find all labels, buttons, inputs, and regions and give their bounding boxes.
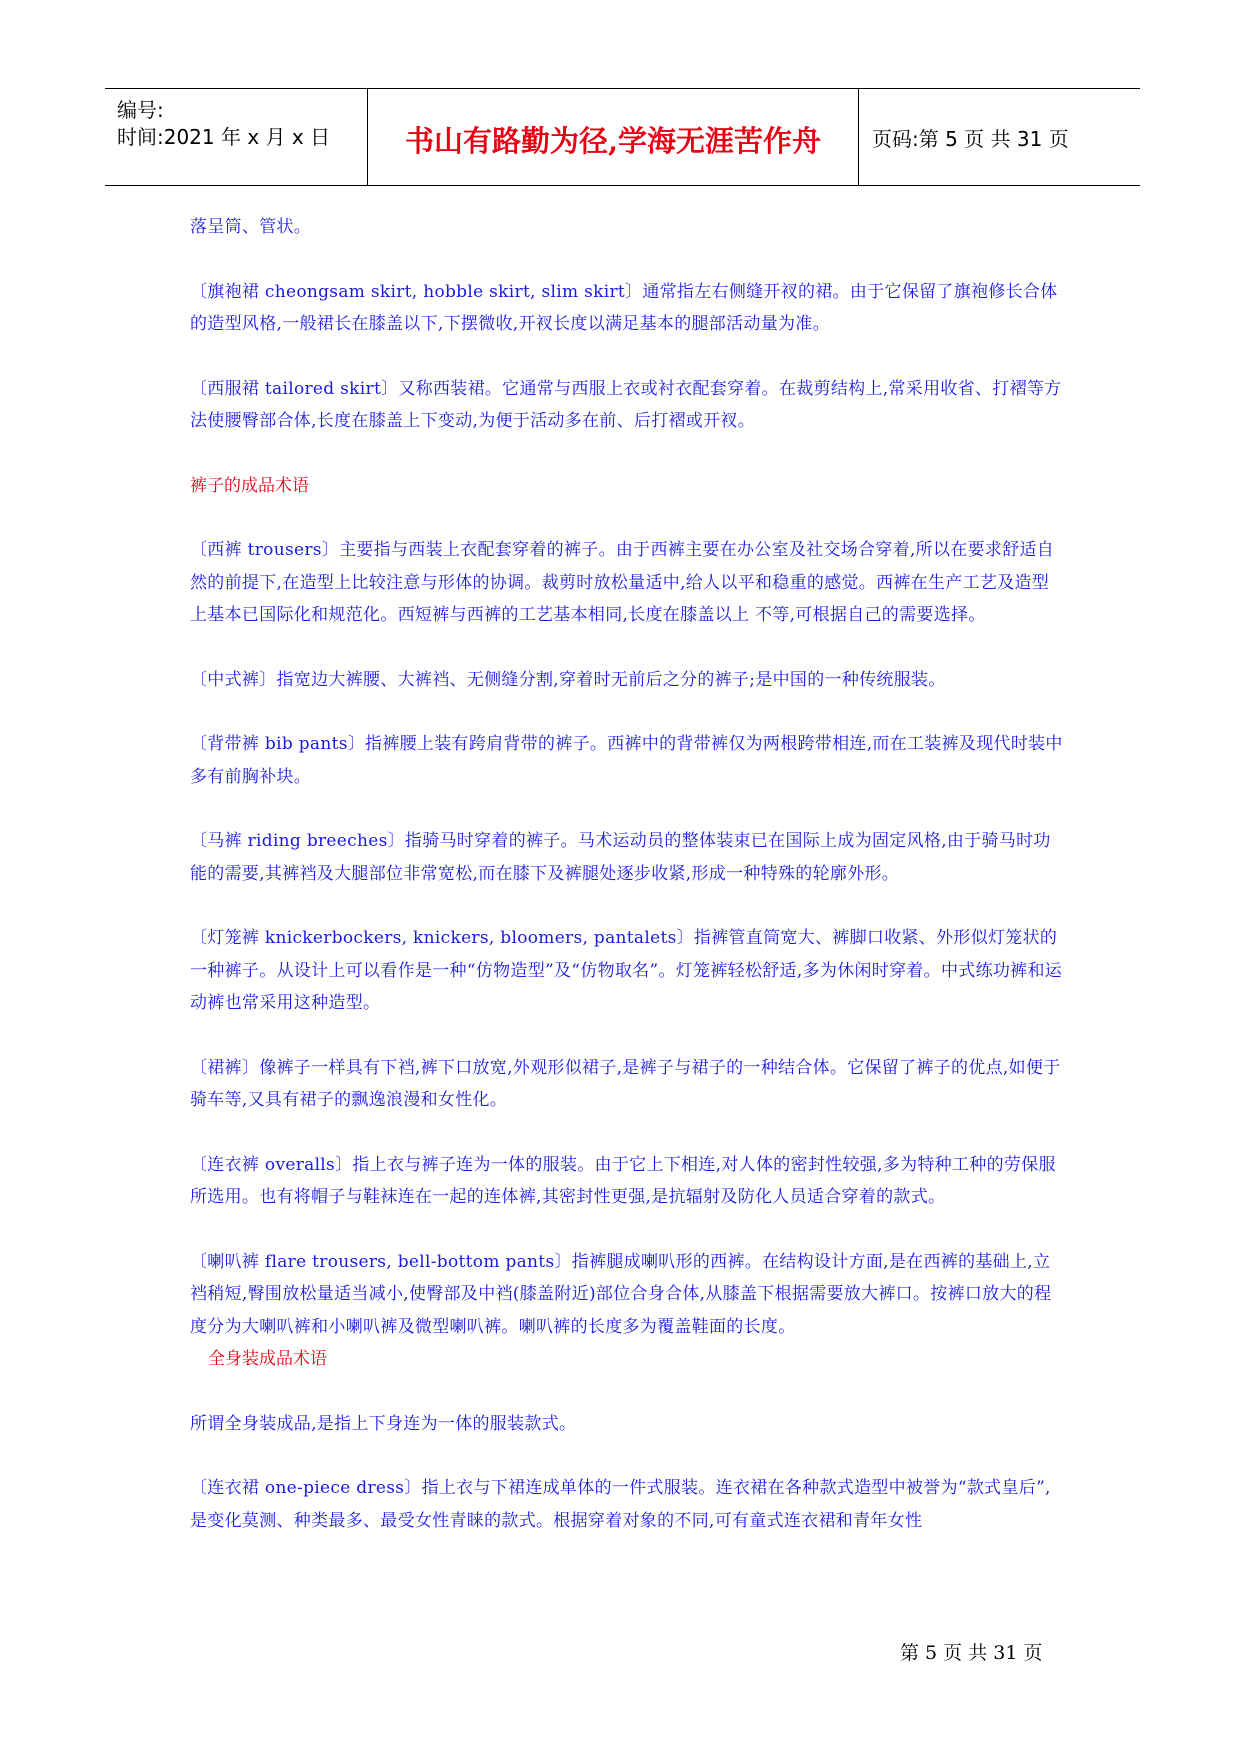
header-motto: 书山有路勤为径,学海无涯苦作舟 (404, 124, 822, 158)
header-page-info: 页码:第 5 页 共 31 页 (872, 127, 1069, 151)
paragraph-overalls: 〔连衣裤 overalls〕指上衣与裤子连为一体的服装。由于它上下相连,对人体的密封性较强,多为特种工种的劳保服所选用。也有将帽子与鞋袜连在一起的连体裤,其密封性更强,是抗辐射及防化人员适合穿着的款式。 (190, 1154, 1056, 1207)
section-heading-trousers: 裤子的成品术语 (190, 475, 309, 496)
paragraph-full-body-intro: 所谓全身装成品,是指上下身连为一体的服装款式。 (190, 1413, 577, 1434)
paragraph-trousers: 〔西裤 trousers〕主要指与西装上衣配套穿着的裤子。由于西裤主要在办公室及社交场合穿着,所以在要求舒适自然的前提下,在造型上比较注意与形体的协调。裁剪时放松量适中,给人以平和稳重的感觉。西裤在生产工艺及造型上基本已国际化和规范化。西短裤与西裤的工艺基本相同,长度在膝盖以上 不等,可根据自己的需要选择。 (190, 540, 1055, 625)
paragraph-culottes: 〔裙裤〕像裤子一样具有下裆,裤下口放宽,外观形似裙子,是裤子与裙子的一种结合体。它保留了裤子的优点,如便于骑车等,又具有裙子的飘逸浪漫和女性化。 (190, 1057, 1061, 1110)
page-header (105, 88, 1140, 186)
header-right-cell (860, 89, 1140, 185)
paragraph-intro-tail: 落呈筒、管状。 (190, 217, 312, 237)
page-footer: 第 5 页 共 31 页 (900, 1642, 1043, 1664)
paragraph-chinese-trousers: 〔中式裤〕指宽边大裤腰、大裤裆、无侧缝分割,穿着时无前后之分的裤子;是中国的一种传统服装。 (190, 669, 946, 690)
paragraph-flare-trousers: 〔喇叭裤 flare trousers, bell-bottom pants〕指裤腿成喇叭形的西裤。在结构设计方面,是在西裤的基础上,立裆稍短,臀围放松量适当减小,使臀部及中裆(膝盖附近)部位合身合体,从膝盖下根据需要放大裤口。按裤口放大的程度分为大喇叭裤和小喇叭裤及微型喇叭裤。喇叭裤的长度多为覆盖鞋面的长度。 (190, 1251, 1052, 1337)
paragraph-knickerbockers: 〔灯笼裤 knickerbockers, knickers, bloomers, pantalets〕指裤管直筒宽大、裤脚口收紧、外形似灯笼状的一种裤子。从设计上可以看作是一种“仿物造型”及“仿物取名”。灯笼裤轻松舒适,多为休闲时穿着。中式练功裤和运动裤也常采用这种造型。 (190, 928, 1063, 1013)
paragraph-tailored-skirt: 〔西服裙 tailored skirt〕又称西装裙。它通常与西服上衣或衬衣配套穿着。在裁剪结构上,常采用收省、打褶等方法使腰臀部合体,长度在膝盖上下变动,为便于活动多在前、后打褶或开衩。 (190, 378, 1062, 431)
header-middle-cell (368, 89, 859, 185)
section-heading-full-body: 全身装成品术语 (208, 1349, 327, 1369)
header-left-cell (105, 89, 368, 185)
time-label: 时间:2021 年 x 月 x 日 (117, 125, 331, 149)
paragraph-one-piece-dress: 〔连衣裙 one-piece dress〕指上衣与下裙连成单体的一件式服装。连衣裙在各种款式造型中被誉为“款式皇后”,是变化莫测、种类最多、最受女性青睐的款式。根据穿着对象的不同,可有童式连衣裙和青年女性 (190, 1478, 1051, 1531)
serial-label: 编号: (117, 98, 164, 122)
paragraph-bib-pants: 〔背带裤 bib pants〕指裤腰上装有跨肩背带的裤子。西裤中的背带裤仅为两根跨带相连,而在工装裤及现代时装中多有前胸补块。 (190, 734, 1063, 787)
paragraph-riding-breeches: 〔马裤 riding breeches〕指骑马时穿着的裤子。马术运动员的整体装束已在国际上成为固定风格,由于骑马时功能的需要,其裤裆及大腿部位非常宽松,而在膝下及裤腿处逐步收紧,形成一种特殊的轮廓外形。 (190, 831, 1051, 884)
paragraph-cheongsam-skirt: 〔旗袍裙 cheongsam skirt, hobble skirt, slim skirt〕通常指左右侧缝开衩的裙。由于它保留了旗袍修长合体的造型风格,一般裙长在膝盖以下,下摆微收,开衩长度以满足基本的腿部活动量为准。 (190, 281, 1058, 334)
document-body (190, 211, 1065, 1537)
